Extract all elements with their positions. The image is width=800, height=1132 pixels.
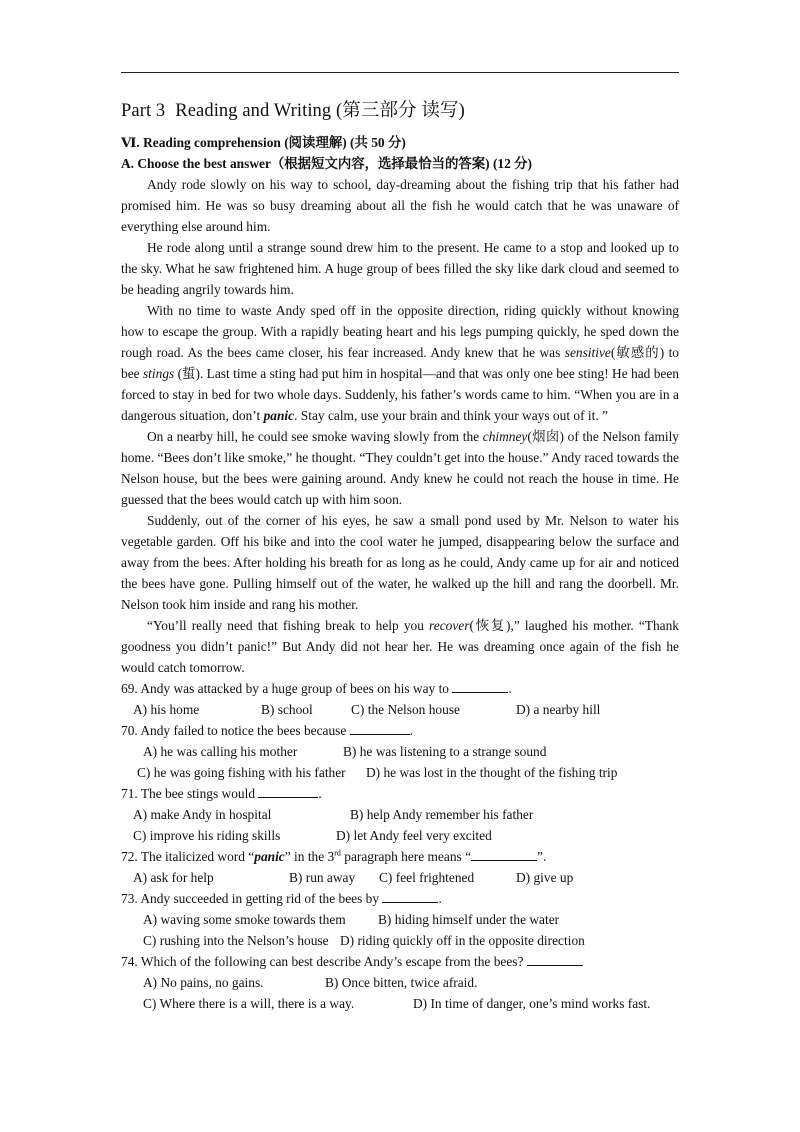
question-74-options-row2 — [121, 993, 679, 1014]
question-69-options — [121, 699, 679, 720]
answer-blank[interactable] — [527, 951, 583, 966]
passage-paragraph-6: “You’ll really need that fishing break to help you recover(恢复),” laughed his mother. “Thank goodness you didn’t panic!” But Andy did not hear her. He was dreaming once again of the fish he would catch tomorrow. — [121, 618, 679, 675]
option-b[interactable]: B) hiding himself under the water — [378, 912, 560, 927]
passage-paragraph-5: Suddenly, out of the corner of his eyes, he saw a small pond used by Mr. Nelson to water his vegetable garden. Off his bike and into the cool water he jumped, disappearing below the surface and away from the bees. After holding his breath for as long as he could, Andy came up for air and noticed the bees have gone. Pulling himself out of the water, he walked up the hill and rang the doorbell. Mr. Nelson took him inside and rang his mother. — [121, 513, 679, 612]
part-title-main: Part 3 — [121, 101, 166, 121]
option-d[interactable]: D) In time of danger, one’s mind works fast. — [413, 996, 651, 1011]
option-c[interactable]: C) Where there is a will, there is a way. — [143, 996, 355, 1011]
answer-blank[interactable] — [350, 720, 410, 735]
option-b[interactable]: B) school — [261, 702, 313, 717]
option-a[interactable]: A) his home — [133, 702, 200, 717]
option-d[interactable]: D) he was lost in the thought of the fishing trip — [366, 765, 618, 780]
question-74-options-row1 — [121, 972, 679, 993]
option-b[interactable]: B) help Andy remember his father — [350, 807, 534, 822]
word-sensitive: sensitive — [564, 345, 611, 360]
option-d[interactable]: D) give up — [516, 870, 574, 885]
option-c[interactable]: C) he was going fishing with his father — [137, 765, 346, 780]
passage-paragraph-1: Andy rode slowly on his way to school, day-dreaming about the fishing trip that his father had promised him. He was so busy dreaming about all the fish he would catch that he was unaware of everything else around him. — [121, 177, 679, 234]
option-b[interactable]: B) he was listening to a strange sound — [343, 744, 547, 759]
answer-blank[interactable] — [258, 783, 318, 798]
option-a[interactable]: A) ask for help — [133, 870, 214, 885]
option-a[interactable]: A) he was calling his mother — [143, 744, 298, 759]
word-panic: panic — [263, 408, 295, 423]
word-chimney: chimney — [482, 429, 528, 444]
top-divider — [121, 72, 679, 73]
question-72: 72. The italicized word “panic” in the 3rd paragraph here means “ ”. — [121, 846, 679, 867]
question-69: 69. Andy was attacked by a huge group of bees on his way to . — [121, 678, 679, 699]
passage-paragraph-2: He rode along until a strange sound drew him to the present. He came to a stop and looked up to the sky. What he saw frightened him. A huge group of bees filled the sky like dark cloud and seemed to be heading angrily towards him. — [121, 240, 679, 297]
option-a[interactable]: A) make Andy in hospital — [133, 807, 272, 822]
option-d[interactable]: D) let Andy feel very excited — [336, 828, 492, 843]
option-c[interactable]: C) feel frightened — [379, 870, 475, 885]
answer-blank[interactable] — [452, 678, 508, 693]
question-70: 70. Andy failed to notice the bees because . — [121, 720, 679, 741]
question-74: 74. Which of the following can best describe Andy’s escape from the bees? — [121, 951, 679, 972]
option-a[interactable]: A) waving some smoke towards them — [143, 912, 346, 927]
question-70-options-row1 — [121, 741, 679, 762]
option-d[interactable]: D) riding quickly off in the opposite direction — [340, 933, 585, 948]
word-recover: recover — [429, 618, 470, 633]
option-b[interactable]: B) Once bitten, twice afraid. — [325, 975, 478, 990]
question-73-options-row2 — [121, 930, 679, 951]
option-a[interactable]: A) No pains, no gains. — [143, 975, 264, 990]
question-73-options-row1 — [121, 909, 679, 930]
question-71-options-row2 — [121, 825, 679, 846]
option-d[interactable]: D) a nearby hill — [516, 702, 601, 717]
question-71-options-row1 — [121, 804, 679, 825]
part-title-rest: Reading and Writing (第三部分 读写) — [175, 101, 465, 121]
subsection-heading: A. Choose the best answer（根据短文内容，选择最恰当的答案) (12 分) — [121, 156, 532, 171]
question-70-options-row2 — [121, 762, 679, 783]
section-heading: Ⅵ. Reading comprehension (阅读理解) (共 50 分) — [121, 135, 406, 150]
option-c[interactable]: C) improve his riding skills — [133, 828, 281, 843]
question-71: 71. The bee stings would . — [121, 783, 679, 804]
option-c[interactable]: C) rushing into the Nelson’s house — [143, 933, 329, 948]
word-stings: stings — [142, 366, 175, 381]
question-72-options — [121, 867, 679, 888]
answer-blank[interactable] — [471, 846, 537, 861]
part-title — [121, 96, 465, 122]
question-73: 73. Andy succeeded in getting rid of the bees by . — [121, 888, 679, 909]
answer-blank[interactable] — [382, 888, 438, 903]
passage-paragraph-3: With no time to waste Andy sped off in the opposite direction, riding quickly without knowing how to escape the group. With a rapidly beating heart and his legs pumping quickly, he sped down the rough road. As the bees came closer, his fear increased. Andy knew that he was sensitive(敏感的) to bee stings (蜇). Last time a sting had put him in hospital—and that was only one bee sting! He had been forced to stay in bed for two whole days. Suddenly, his father’s words came to him. “When you are in a dangerous situation, don’t panic. Stay calm, use your brain and think your ways out of it. ” — [121, 303, 680, 423]
content — [121, 132, 679, 1014]
option-b[interactable]: B) run away — [289, 870, 356, 885]
word-panic-ref: panic — [254, 849, 285, 864]
passage-paragraph-4: On a nearby hill, he could see smoke waving slowly from the chimney(烟囱) of the Nelson family home. “Bees don’t like smoke,” he thought. “They couldn’t get into the house.” Andy raced towards the Nelson house, but the bees were gaining around. Andy knew he could not reach the house in time. He guessed that the bees would catch up with him soon. — [121, 429, 679, 507]
option-c[interactable]: C) the Nelson house — [351, 702, 460, 717]
